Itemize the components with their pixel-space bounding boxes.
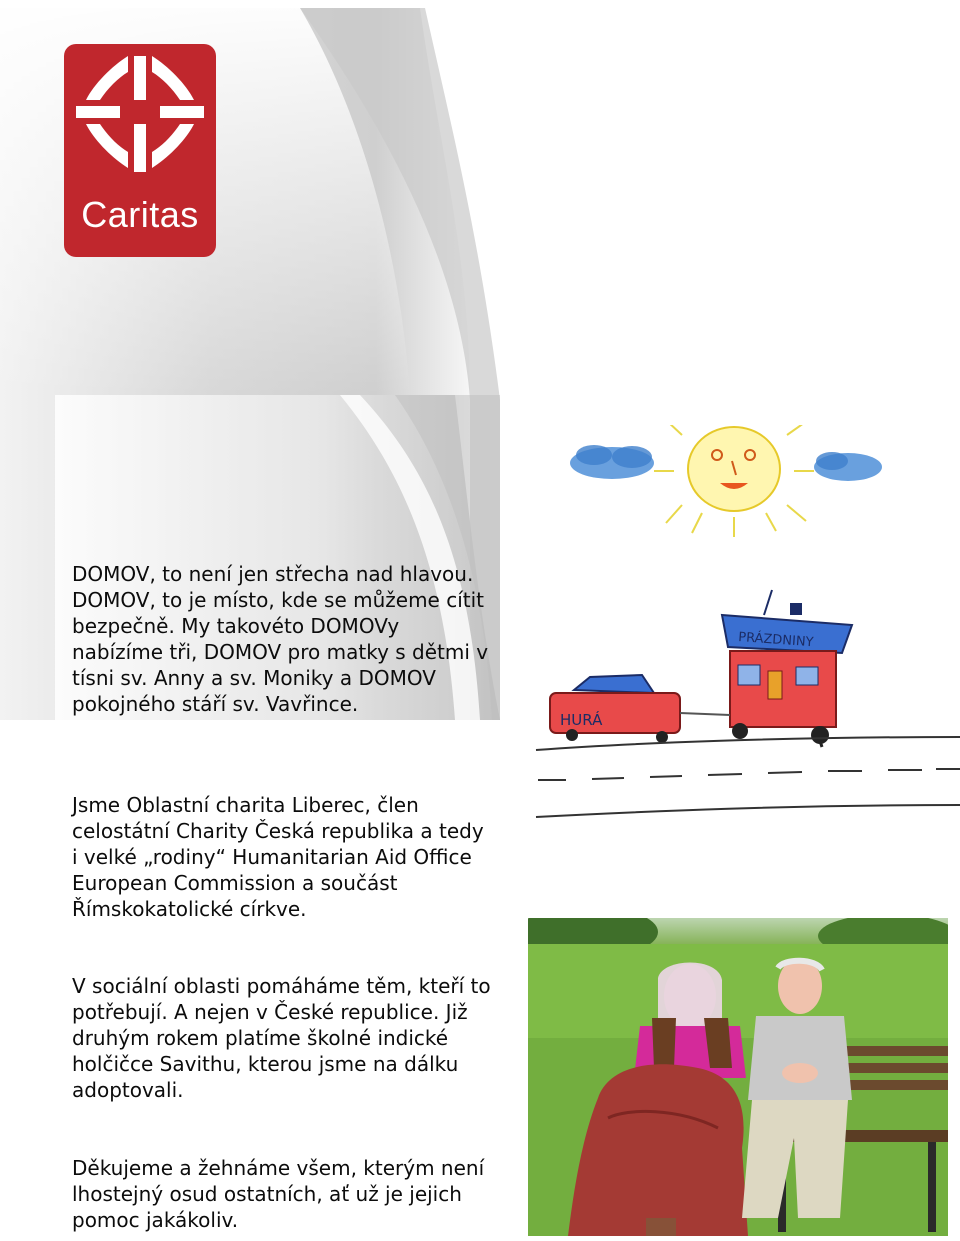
sun-icon (654, 425, 814, 537)
wagon-icon (722, 590, 852, 747)
paragraph-thanks: Děkujeme a žehnáme všem, kterým není lhostejný osud ostatních, ať už je jejich pomoc jakákoliv. (72, 1156, 485, 1232)
child-drawing (532, 425, 960, 825)
car-text: HURÁ (560, 711, 603, 729)
photo-elderly-couple (528, 918, 948, 1236)
cloud-right-icon (814, 452, 882, 481)
road (536, 737, 960, 817)
logo-text: Caritas (81, 194, 199, 235)
paragraph-about: Jsme Oblastní charita Liberec, člen celostátní Charity Česká republika a tedy i velké „rodiny“ Humanitarian Aid Office European Commission a součást Římskokatolické církve. (72, 793, 484, 921)
cloud-left-icon (570, 445, 654, 479)
caritas-logo (64, 44, 216, 257)
paragraph-domov: DOMOV, to není jen střecha nad hlavou. DOMOV, to je místo, kde se můžeme cítit bezpečně. My takovéto DOMOVy nabízíme tři, DOMOV pro matky s dětmi v tísni sv. Anny a sv. Moniky a DOMOV pokojného stáří sv. Vavřince. (72, 562, 489, 716)
car-icon (550, 675, 730, 743)
paragraph-social: V sociální oblasti pomáháme těm, kteří to potřebují. A nejen v České republice. Již druhým rokem platíme školné indické holčičce Savithu, kterou jsme na dálku adoptovali. (72, 974, 491, 1102)
wagon-text: PRÁZDNINY (737, 630, 814, 651)
